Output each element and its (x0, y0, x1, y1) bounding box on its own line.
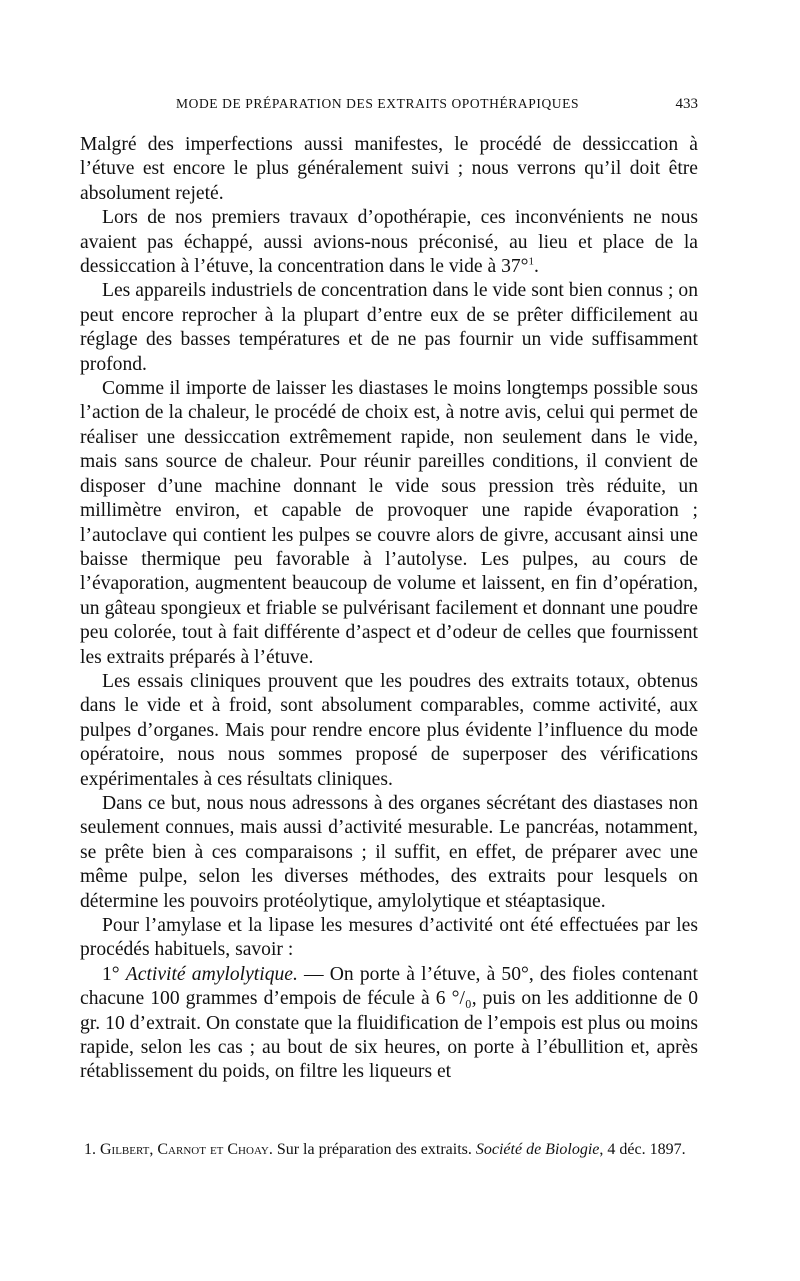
running-head (80, 96, 698, 113)
paragraph-8-text: — On porte à l’étuve, à 50°, des fioles contenant chacune 100 grammes d’empois de fécule à 6 °/₀, puis on les additionne de 0 gr. 10 d’extrait. On constate que la fluidification de l’empois est plus ou moins rapide, selon les cas ; au bout de six heures, on porte à l’ébullition et, après rétablissement du poids, on filtre les liqueurs et (80, 963, 698, 1083)
footnote-authors: Gilbert, Carnot et Choay. (100, 1141, 273, 1158)
paragraph-2-text: Lors de nos premiers travaux d’opothérapie, ces inconvénients ne nous avaient pas échappé, aussi avions-nous préconisé, au lieu et place de la dessiccation à l’étuve, la concentration dans le vide à 37° (80, 207, 698, 278)
paragraph-5: Les essais cliniques prouvent que les poudres des extraits totaux, obtenus dans le vide et à froid, sont absolument comparables, comme activité, aux pulpes d’organes. Mais pour rendre encore plus évidente l’influence du mode opératoire, nous nous sommes proposé de superposer des vérifications expérimentales à ces résultats cliniques. (80, 670, 698, 790)
body-text (80, 133, 698, 1085)
footnote-date: , 4 déc. 1897. (599, 1141, 686, 1158)
footnote-number: 1. (84, 1141, 96, 1158)
page-number: 433 (675, 96, 698, 112)
paragraph-2 (80, 206, 698, 279)
paragraph-8-title: Activité amylolytique. (125, 963, 298, 985)
paragraph-3: Les appareils industriels de concentration dans le vide sont bien connus ; on peut encore reprocher à la plupart d’entre eux de se prêter difficilement au réglage des basses températures et de ne pas fournir un vide suffisamment profond. (80, 280, 698, 375)
footnote-1 (80, 1139, 698, 1160)
paragraph-2-end: . (534, 256, 539, 278)
footnote-reference: 1 (528, 255, 535, 268)
paragraph-7: Pour l’amylase et la lipase les mesures d’activité ont été effectuées par les procédés habituels, savoir : (80, 915, 698, 961)
footnote-journal: Société de Biologie (475, 1141, 600, 1158)
paragraph-4: Comme il importe de laisser les diastases le moins longtemps possible sous l’action de la chaleur, le procédé de choix est, à notre avis, celui qui permet de réaliser une dessiccation extrêmement rapide, non seulement dans le vide, mais sans source de chaleur. Pour réunir pareilles conditions, il convient de disposer d’une machine donnant le vide sous pression très réduite, un millimètre environ, et capable de provoquer une rapide évaporation ; l’autoclave qui contient les pulpes se couvre alors de givre, accusant ainsi une baisse thermique peu favorable à l’autolyse. Les pulpes, au cours de l’évaporation, augmentent beaucoup de volume et laissent, en fin d’opération, un gâteau spongieux et friable se pulvérisant facilement et donnant une poudre peu colorée, tout à fait différente d’aspect et d’odeur de celles que fournissent les extraits préparés à l’étuve. (80, 378, 698, 668)
page (80, 96, 698, 1085)
footnotes (80, 1139, 698, 1160)
paragraph-8-number: 1° (102, 963, 120, 985)
footnote-text: Sur la préparation des extraits. (272, 1141, 476, 1158)
paragraph-1: Malgré des imperfections aussi manifestes, le procédé de dessiccation à l’étuve est encore le plus généralement suivi ; nous verrons qu’il doit être absolument rejeté. (80, 134, 698, 204)
running-head-title: MODE DE PRÉPARATION DES EXTRAITS OPOTHÉRAPIQUES (176, 96, 580, 111)
paragraph-6: Dans ce but, nous nous adressons à des organes sécrétant des diastases non seulement connues, mais aussi d’activité mesurable. Le pancréas, notamment, se prête bien à ces comparaisons ; il suffit, en effet, de préparer avec une même pulpe, selon les diverses méthodes, des extraits pour lesquels on détermine les pouvoirs protéolytique, amylolytique et stéaptasique. (80, 792, 698, 912)
paragraph-8 (80, 963, 698, 1085)
